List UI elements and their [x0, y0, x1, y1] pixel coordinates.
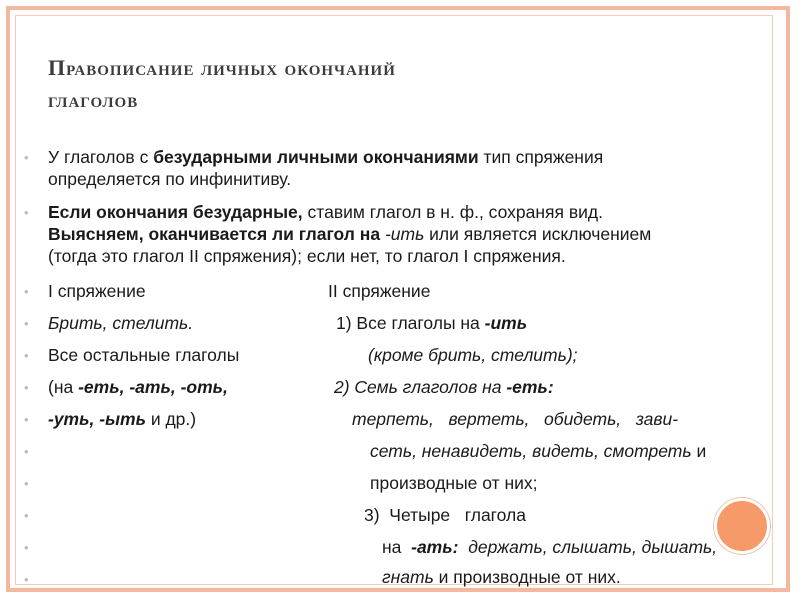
italic-text: -ить [380, 224, 425, 244]
row-7-right: производные от них; [370, 473, 538, 493]
bullet-icon: • [24, 444, 29, 459]
row-6-right [370, 440, 706, 462]
italic-text: держать, слышать, дышать, [458, 537, 718, 557]
italic-text: гнать [382, 567, 434, 587]
text: или является исключением [424, 224, 652, 244]
bold-text: безударными личными окончаниями [153, 147, 479, 167]
italic-text: 2) Семь глаголов на [334, 377, 507, 397]
decorative-circle [714, 498, 770, 554]
row-10-right [382, 566, 621, 588]
bullet-icon: • [24, 380, 29, 395]
bold-text: Выясняем, оканчивается ли глагол на [48, 224, 381, 244]
bold-italic-text: -еть: [506, 377, 554, 397]
italic-text: Брить, стелить. [48, 313, 194, 333]
row-2-left [48, 312, 193, 334]
bullet-icon: • [24, 284, 29, 299]
text: и производные от них. [433, 567, 621, 587]
row-8-right: 3) Четыре глагола [364, 505, 526, 525]
row-9-right [382, 536, 717, 558]
bullet-icon: • [24, 348, 29, 363]
bold-italic-text: -ать: [411, 537, 459, 557]
text: и др.) [145, 409, 197, 429]
text: и [691, 441, 707, 461]
text: тип спряжения [478, 147, 604, 167]
text: У глаголов с [48, 147, 154, 167]
bullet-icon: • [24, 205, 29, 220]
italic-text: (кроме брить, стелить); [368, 345, 578, 365]
italic-text: терпеть, вертеть, обидеть, зави- [352, 409, 679, 429]
title-line-1: Правописание личных окончаний [48, 55, 396, 80]
bullet-icon: • [24, 412, 29, 427]
bullet-icon: • [24, 150, 29, 165]
row-4-left [48, 376, 228, 398]
bold-italic-text: -уть, -ыть [48, 409, 146, 429]
paragraph-1 [48, 146, 768, 190]
text: ставим глагол в н. ф., сохраняя вид. [302, 202, 604, 222]
title-line-2: глаголов [48, 87, 139, 112]
text: (на [48, 377, 79, 397]
row-3-right [368, 344, 578, 366]
row-5-left [48, 408, 196, 430]
bullet-icon: • [24, 572, 29, 587]
bullet-icon: • [24, 476, 29, 491]
text: 1) Все глаголы на [336, 313, 485, 333]
text: на [382, 537, 412, 557]
bold-text: Если окончания безударные, [48, 202, 303, 222]
row-5-right [352, 408, 678, 430]
row-2-right [336, 312, 527, 334]
bullet-icon: • [24, 316, 29, 331]
row-1-right: II спряжение [328, 281, 431, 301]
bold-italic-text: -ить [484, 313, 528, 333]
text: определяется по инфинитиву. [48, 169, 292, 189]
row-3-left: Все остальные глаголы [48, 345, 240, 365]
row-1-left: I спряжение [48, 281, 146, 301]
bullet-icon: • [24, 540, 29, 555]
bold-italic-text: -еть, -ать, -оть, [78, 377, 228, 397]
row-4-right [334, 376, 554, 398]
text: (тогда это глагол II спряжения); если нет, то глагол I спряжения. [48, 246, 566, 266]
italic-text: сеть, ненавидеть, видеть, смотреть [370, 441, 692, 461]
bullet-icon: • [24, 508, 29, 523]
paragraph-2 [48, 201, 768, 267]
slide-title [48, 52, 688, 116]
